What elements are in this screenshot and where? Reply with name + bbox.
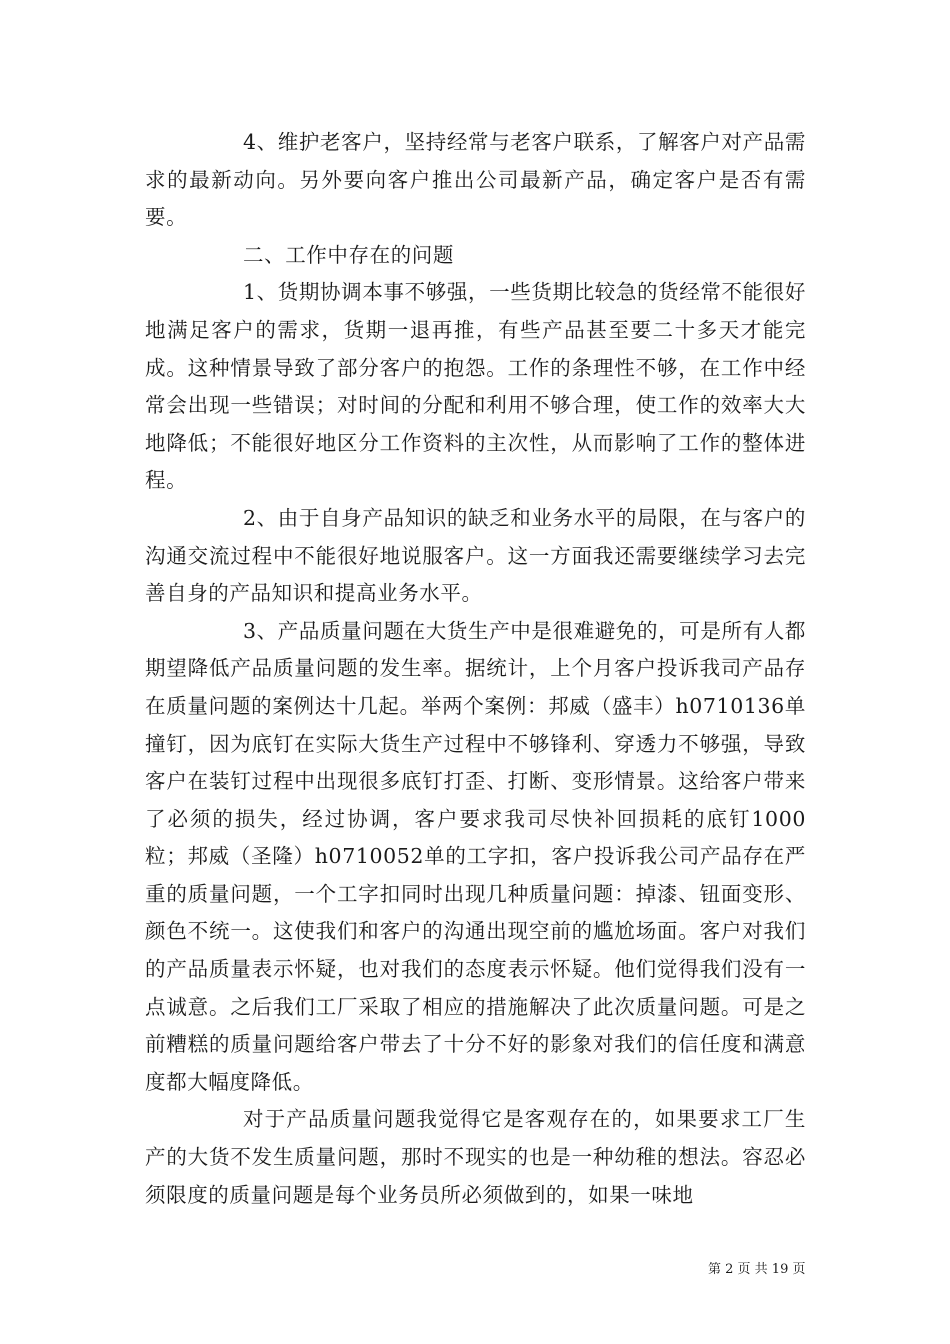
section-heading-problems: 二、工作中存在的问题 — [243, 242, 454, 267]
page-number-footer: 第 2 页 共 19 页 — [708, 1262, 806, 1277]
paragraph-quality-opinion: 对于产品质量问题我觉得它是客观存在的，如果要求工厂生产的大货不发生质量问题，那时不现实的也是一种幼稚的想法。容忍必须限度的质量问题是每个业务员所必须做到的，如果一味地 — [145, 1107, 806, 1207]
paragraph-item-4: 4、维护老客户，坚持经常与老客户联系，了解客户对产品需求的最新动向。另外要向客户推出公司最新产品，确定客户是否有需要。 — [145, 130, 806, 230]
document-body — [145, 124, 806, 1214]
paragraph-problem-2: 2、由于自身产品知识的缺乏和业务水平的局限，在与客户的沟通交流过程中不能很好地说服客户。这一方面我还需要继续学习去完善自身的产品知识和提高业务水平。 — [145, 505, 806, 606]
paragraph-problem-3: 3、产品质量问题在大货生产中是很难避免的，可是所有人都期望降低产品质量问题的发生率。据统计，上个月客户投诉我司产品存在质量问题的案例达十几起。举两个案例：邦威（盛丰）h0710136单撞钉，因为底钉在实际大货生产过程中不够锋利、穿透力不够强，导致客户在装钉过程中出现很多底钉打歪、打断、变形情景。这给客户带来了必须的损失，经过协调，客户要求我司尽快补回损耗的底钉1000粒；邦威（圣隆）h0710052单的工字扣，客户投诉我公司产品存在严重的质量问题，一个工字扣同时出现几种质量问题：掉漆、钮面变形、颜色不统一。这使我们和客户的沟通出现空前的尴尬场面。客户对我们的产品质量表示怀疑，也对我们的态度表示怀疑。他们觉得我们没有一点诚意。之后我们工厂采取了相应的措施解决了此次质量问题。可是之前糟糕的质量问题给客户带去了十分不好的影象对我们的信任度和满意度都大幅度降低。 — [145, 618, 806, 1094]
paragraph-problem-1: 1、货期协调本事不够强，一些货期比较急的货经常不能很好地满足客户的需求，货期一退再推，有些产品甚至要二十多天才能完成。这种情景导致了部分客户的抱怨。工作的条理性不够，在工作中经常会出现一些错误；对时间的分配和利用不够合理，使工作的效率大大地降低；不能很好地区分工作资料的主次性，从而影响了工作的整体进程。 — [145, 280, 806, 493]
